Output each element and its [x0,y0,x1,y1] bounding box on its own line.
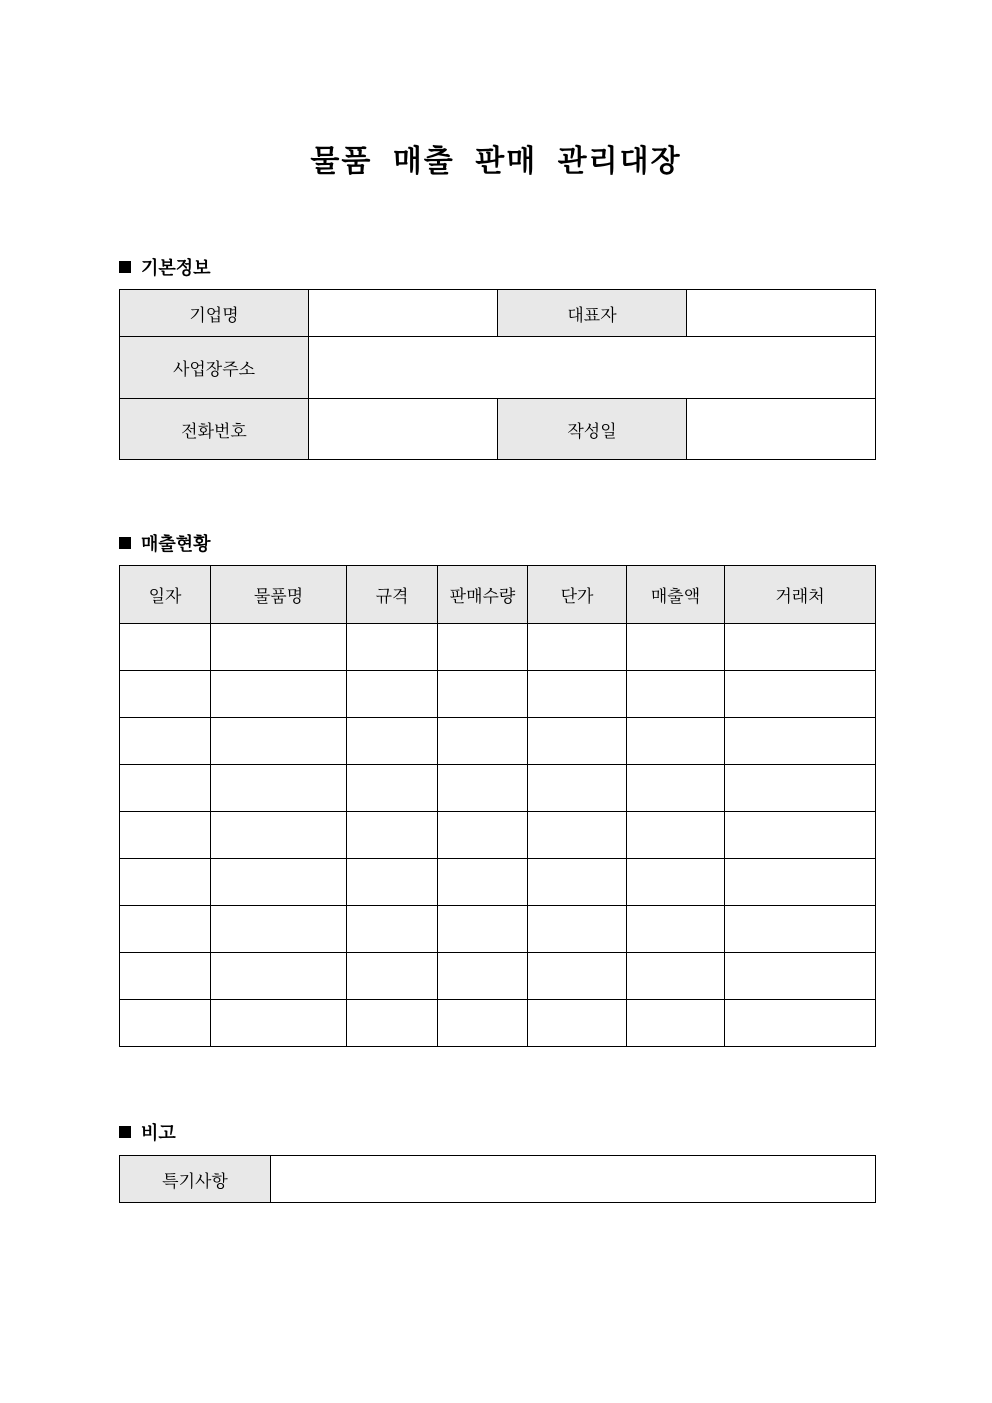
square-bullet-icon [119,1126,131,1138]
cell-date[interactable] [120,859,211,906]
table-row [120,765,876,812]
table-row [120,859,876,906]
column-header-unit-price: 단가 [528,566,627,624]
basic-info-table [119,289,876,460]
column-header-client: 거래처 [725,566,876,624]
cell-spec[interactable] [347,812,438,859]
table-row [120,671,876,718]
square-bullet-icon [119,261,131,273]
cell-item-name[interactable] [211,1000,347,1047]
cell-quantity[interactable] [438,1000,528,1047]
column-header-date: 일자 [120,566,211,624]
cell-unit-price[interactable] [528,1000,627,1047]
cell-item-name[interactable] [211,624,347,671]
cell-unit-price[interactable] [528,624,627,671]
square-bullet-icon [119,537,131,549]
representative-label: 대표자 [498,290,687,337]
cell-date[interactable] [120,671,211,718]
table-row [120,953,876,1000]
cell-spec[interactable] [347,671,438,718]
cell-sales-amount[interactable] [627,859,725,906]
cell-unit-price[interactable] [528,859,627,906]
cell-unit-price[interactable] [528,906,627,953]
cell-spec[interactable] [347,953,438,1000]
table-row [120,718,876,765]
cell-sales-amount[interactable] [627,718,725,765]
cell-sales-amount[interactable] [627,624,725,671]
cell-sales-amount[interactable] [627,812,725,859]
section-heading-label: 비고 [141,1123,176,1144]
cell-client[interactable] [725,953,876,1000]
cell-sales-amount[interactable] [627,1000,725,1047]
cell-unit-price[interactable] [528,953,627,1000]
cell-client[interactable] [725,718,876,765]
company-name-label: 기업명 [120,290,309,337]
cell-quantity[interactable] [438,812,528,859]
cell-date[interactable] [120,718,211,765]
cell-item-name[interactable] [211,671,347,718]
cell-sales-amount[interactable] [627,671,725,718]
cell-quantity[interactable] [438,624,528,671]
cell-quantity[interactable] [438,671,528,718]
cell-sales-amount[interactable] [627,953,725,1000]
cell-item-name[interactable] [211,906,347,953]
cell-spec[interactable] [347,1000,438,1047]
cell-spec[interactable] [347,765,438,812]
cell-quantity[interactable] [438,859,528,906]
date-written-field[interactable] [687,399,876,460]
cell-quantity[interactable] [438,765,528,812]
cell-item-name[interactable] [211,953,347,1000]
cell-sales-amount[interactable] [627,906,725,953]
column-header-item-name: 물품명 [211,566,347,624]
cell-date[interactable] [120,765,211,812]
cell-unit-price[interactable] [528,718,627,765]
cell-client[interactable] [725,906,876,953]
table-row [120,906,876,953]
section-heading-label: 기본정보 [141,258,211,279]
special-notes-field[interactable] [271,1156,876,1203]
cell-date[interactable] [120,953,211,1000]
page-title: 물품 매출 판매 관리대장 [310,144,682,179]
special-notes-label: 특기사항 [120,1156,271,1203]
phone-field[interactable] [309,399,498,460]
representative-field[interactable] [687,290,876,337]
cell-spec[interactable] [347,859,438,906]
cell-quantity[interactable] [438,953,528,1000]
cell-item-name[interactable] [211,859,347,906]
sales-table [119,565,876,1047]
cell-client[interactable] [725,624,876,671]
cell-client[interactable] [725,859,876,906]
table-row [120,812,876,859]
cell-item-name[interactable] [211,812,347,859]
cell-unit-price[interactable] [528,671,627,718]
table-row [120,624,876,671]
business-address-field[interactable] [309,337,876,399]
date-written-label: 작성일 [498,399,687,460]
column-header-sales-amount: 매출액 [627,566,725,624]
cell-client[interactable] [725,812,876,859]
cell-client[interactable] [725,671,876,718]
company-name-field[interactable] [309,290,498,337]
column-header-spec: 규격 [347,566,438,624]
table-row [120,1000,876,1047]
cell-date[interactable] [120,812,211,859]
business-address-label: 사업장주소 [120,337,309,399]
cell-item-name[interactable] [211,718,347,765]
cell-date[interactable] [120,1000,211,1047]
cell-unit-price[interactable] [528,765,627,812]
cell-item-name[interactable] [211,765,347,812]
cell-client[interactable] [725,765,876,812]
cell-date[interactable] [120,624,211,671]
cell-unit-price[interactable] [528,812,627,859]
cell-client[interactable] [725,1000,876,1047]
cell-sales-amount[interactable] [627,765,725,812]
section-heading-remarks [119,1119,176,1145]
cell-spec[interactable] [347,624,438,671]
column-header-quantity: 판매수량 [438,566,528,624]
sales-table-header [120,566,876,624]
section-heading-basic-info [119,254,211,280]
remarks-table [119,1155,876,1203]
section-heading-sales [119,530,211,556]
cell-quantity[interactable] [438,906,528,953]
cell-spec[interactable] [347,906,438,953]
cell-spec[interactable] [347,718,438,765]
cell-date[interactable] [120,906,211,953]
section-heading-label: 매출현황 [141,534,211,555]
phone-label: 전화번호 [120,399,309,460]
cell-quantity[interactable] [438,718,528,765]
